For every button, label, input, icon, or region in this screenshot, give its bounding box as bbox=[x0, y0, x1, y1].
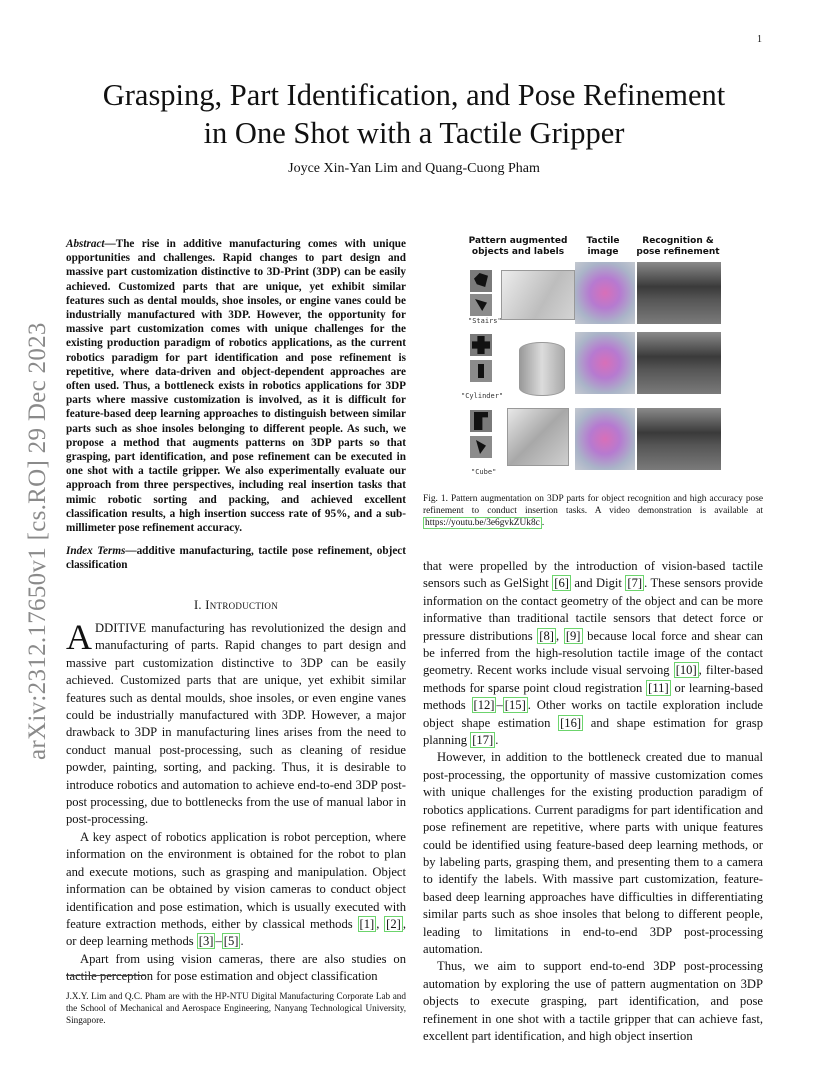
citation-link[interactable]: [2] bbox=[386, 916, 401, 931]
pattern-thumbnail bbox=[470, 334, 492, 356]
title-line-2: in One Shot with a Tactile Gripper bbox=[203, 116, 625, 150]
pattern-thumbnail bbox=[470, 360, 492, 382]
pattern-thumbnail bbox=[470, 294, 492, 316]
abstract-text: —The rise in additive manufacturing comes with unique opportunities and challenges. Rapid changes to part design and massive part customization distinctive to 3D-Print (3DP) can be easily achieved. Customized parts that are unique, yet exhibit similar features such as dental moulds, shoe insoles, or engine vanes could be industrially manufactured with 3DP. However, the opportunity for massive part customization comes with unique challenges for the existing production paradigm of robotics applications, as the current robotics paradigm for part identification and pose refinement is repetitive, where data-driven and object-dependent approaches are often used. Thus, a bottleneck exists in robotics applications for 3DP parts where massive customization is involved, as it is difficult for feature-based deep learning approaches to distinguish between similar parts such as shoe insoles belonging to different people. As such, we propose a method that augments patterns on 3DP parts so that grasping, part identification, and pose refinement can be executed in one shot with a tactile gripper. We also experimentally evaluate our approach from three perspectives, including real insertion tasks that mimic robotic sorting and packing, and achieved excellent classification results, a high insertion success rate of 95%, and a sub-millimeter pose refinement accuracy. bbox=[66, 238, 406, 535]
figure-caption: Fig. 1. Pattern augmentation on 3DP parts for object recognition and high accuracy pose refinement to conduct insertion tasks. A video demonstration is available at https://youtu.be/3e6gvkZUk8c . bbox=[423, 494, 763, 528]
gripper-photo bbox=[637, 262, 721, 324]
right-column-body bbox=[423, 558, 763, 1045]
cylinder-part-render bbox=[519, 342, 565, 396]
citation-link[interactable]: [5] bbox=[223, 934, 239, 949]
video-link[interactable]: https://youtu.be/3e6gvkZUk8c bbox=[425, 518, 540, 528]
authors: Joyce Xin-Yan Lim and Quang-Cuong Pham bbox=[288, 161, 540, 176]
citation-link[interactable]: [3] bbox=[198, 934, 214, 949]
gripper-photo bbox=[637, 332, 721, 394]
citation-link[interactable]: [6] bbox=[554, 576, 569, 591]
figure-1 bbox=[423, 232, 763, 487]
section-heading: I. Introduction bbox=[193, 598, 279, 612]
right-paragraph-1: that were propelled by the introduction of vision-based tactile sensors such as GelSight [6] and Digit [7] . These sensors provide information on the contact geometry of the object and can be more informative than traditional tactile sensors that detect force or pressure distributions [8] , [9] because local force and shear can be inferred from the high-resolution tactile image of the contact geometry. Recent works include visual servoing [10] , filter-based methods for sparse point cloud registration [11] or learning-based methods [12] – [15] . Other works on tactile exploration include object shape estimation [16] and shape estimation for grasp planning [17] . bbox=[423, 559, 764, 748]
paper-title bbox=[60, 76, 768, 152]
tactile-image bbox=[575, 262, 635, 324]
intro-paragraph-2: A key aspect of robotics application is robot perception, where information on the environment is obtained for the robot to plan and execute motions, such as grasping and manipulation. Object information can be obtained by vision cameras to conduct object identification and pose estimation, which is usually executed with feature extraction methods, either by classical methods [1] , [2] , or deep learning methods [3] – [5] . bbox=[66, 829, 407, 949]
abstract bbox=[66, 237, 406, 535]
citation-link[interactable]: [11] bbox=[648, 680, 669, 695]
drop-cap: A bbox=[66, 617, 92, 657]
footnote: J.X.Y. Lim and Q.C. Pham are with the HP-NTU Digital Manufacturing Corporate Lab and the School of Mechanical and Aerospace Engineering, Nanyang Technological University, Singapore. bbox=[66, 991, 406, 1025]
object-label: "Cylinder" bbox=[461, 392, 504, 400]
index-terms bbox=[66, 544, 406, 572]
object-label: "Stairs" bbox=[468, 317, 502, 325]
pattern-thumbnail bbox=[470, 270, 492, 292]
figure-column-header: Pattern augmented objects and labels bbox=[468, 236, 568, 257]
citation-link[interactable]: [16] bbox=[560, 715, 582, 730]
figure-column-header: Tactile image bbox=[586, 236, 620, 257]
footnote-rule bbox=[66, 975, 146, 976]
page-number: 1 bbox=[757, 34, 762, 45]
index-terms-label: Index Terms bbox=[66, 545, 126, 557]
citation-link[interactable]: [12] bbox=[473, 698, 495, 713]
pattern-thumbnail bbox=[470, 436, 492, 458]
intro-paragraph-1: ADDITIVE manufacturing has revolutionized the design and manufacturing of parts. Rapid changes to part design and massive part customization distinctive to 3DP can be easily achieved. Customized parts that are unique, yet exhibit similar features such as dental moulds, shoe insoles, or even engine vanes could be industrially manufactured with 3DP. However, a major drawback to 3DP in manufacturing lines arises from the need to conduct manual post-processing, such as cleaning of residue powder, painting, sorting, and packing. Thus, it is desirable to introduce robotics and automation to achieve end-to-end 3DP post-post processing, due to bottlenecks from the use of manual labor in post-processing. bbox=[66, 617, 406, 827]
abstract-label: Abstract bbox=[66, 238, 105, 250]
citation-link[interactable]: [17] bbox=[472, 733, 494, 748]
left-column-body bbox=[66, 617, 407, 986]
arxiv-watermark: arXiv:2312.17650v1 [cs.RO] 29 Dec 2023 bbox=[24, 322, 51, 760]
title-line-1: Grasping, Part Identification, and Pose Refinement bbox=[102, 78, 726, 112]
stairs-part-render bbox=[501, 270, 575, 320]
object-label: "Cube" bbox=[471, 468, 497, 476]
gripper-photo bbox=[637, 408, 721, 470]
tactile-image bbox=[575, 332, 635, 394]
citation-link[interactable]: [8] bbox=[539, 628, 554, 643]
figure-column-header: Recognition & pose refinement bbox=[636, 236, 720, 257]
citation-link[interactable]: [15] bbox=[504, 698, 526, 713]
right-paragraph-2: However, in addition to the bottleneck created due to manual post-processing, the opportunity of massive customization comes with unique challenges for the existing production paradigm of robotics applications. Current paradigms for part identification and pose refinement are repetitive, where parts with unique features could be identified using feature-based deep learning methods, or by labeling parts, grasping them, and presenting them to a camera to identify the labels. With massive part customization, feature-based deep learning approaches have difficulties in differentiating similar parts such as shoe insoles that belong to different people, leading to limitations in end-to-end 3DP post-processing automation. bbox=[423, 750, 763, 956]
tactile-image bbox=[575, 408, 635, 470]
citation-link[interactable]: [10] bbox=[675, 663, 697, 678]
index-terms-text: —additive manufacturing, tactile pose refinement, object classification bbox=[66, 545, 406, 572]
citation-link[interactable]: [1] bbox=[359, 916, 375, 931]
pattern-thumbnail bbox=[470, 410, 492, 432]
intro-paragraph-3: Apart from using vision cameras, there are also studies on tactile perception for pose estimation and object classification bbox=[66, 951, 406, 984]
right-paragraph-3: Thus, we aim to support end-to-end 3DP post-processing automation by exploring the use of pattern augmentation on 3DP objects to execute grasping, part identification, and pose refinement in one shot with a tactile gripper that can achieve fast, excellent part identification, and high object insertion bbox=[423, 959, 763, 1043]
cube-part-render bbox=[507, 408, 569, 466]
citation-link[interactable]: [9] bbox=[565, 628, 581, 643]
citation-link[interactable]: [7] bbox=[627, 576, 643, 591]
